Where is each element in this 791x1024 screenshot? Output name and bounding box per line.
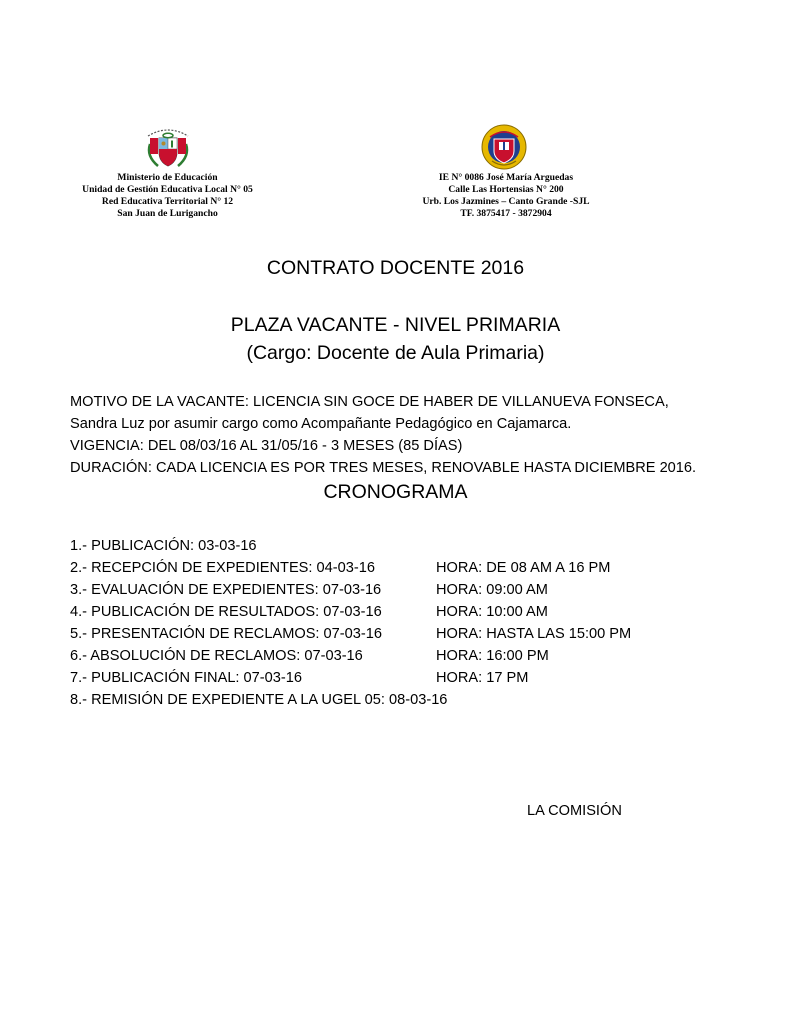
detail-line-motivo: MOTIVO DE LA VACANTE: LICENCIA SIN GOCE DE HABER DE VILLANUEVA FONSECA,	[70, 394, 669, 410]
vacancy-title: PLAZA VACANTE - NIVEL PRIMARIA	[230, 314, 561, 336]
header-right-line-3: Urb. Los Jazmines – Canto Grande -SJL	[422, 196, 590, 207]
header-right-line-1: IE N° 0086 José María Arguedas	[438, 172, 574, 183]
header-left-institution	[60, 172, 275, 220]
header-left-line-3: Red Educativa Territorial N° 12	[101, 196, 234, 207]
header-right-school	[395, 172, 617, 220]
schedule-item: 3.- EVALUACIÓN DE EXPEDIENTES: 07-03-16	[70, 582, 382, 598]
school-crest-icon	[480, 123, 528, 171]
schedule-item: 4.- PUBLICACIÓN DE RESULTADOS: 07-03-16	[70, 604, 382, 620]
schedule-heading: CRONOGRAMA	[323, 481, 468, 503]
schedule-hora: HORA: 09:00 AM	[436, 582, 548, 598]
schedule-item: 7.- PUBLICACIÓN FINAL: 07-03-16	[70, 670, 302, 686]
signature-committee: LA COMISIÓN	[527, 803, 622, 819]
header-left-line-2: Unidad de Gestión Educativa Local N° 05	[82, 184, 253, 195]
schedule-item: 8.- REMISIÓN DE EXPEDIENTE A LA UGEL 05: 08-03-16	[70, 692, 448, 708]
schedule-hora: HORA: 10:00 AM	[436, 604, 548, 620]
detail-line-duracion: DURACIÓN: CADA LICENCIA ES POR TRES MESES, RENOVABLE HASTA DICIEMBRE 2016.	[70, 460, 697, 476]
vacancy-details	[70, 391, 696, 479]
schedule-item: 5.- PRESENTACIÓN DE RECLAMOS: 07-03-16	[70, 626, 382, 642]
schedule-hora: HORA: 17 PM	[436, 670, 529, 686]
schedule-item: 6.- ABSOLUCIÓN DE RECLAMOS: 07-03-16	[70, 648, 363, 664]
header-left-line-4: San Juan de Lurigancho	[117, 208, 218, 219]
schedule-item: 1.- PUBLICACIÓN: 03-03-16	[70, 538, 257, 554]
schedule-item: 2.- RECEPCIÓN DE EXPEDIENTES: 04-03-16	[70, 560, 375, 576]
schedule-hora: HORA: 16:00 PM	[436, 648, 549, 664]
header-right-line-4: TF. 3875417 - 3872904	[460, 208, 552, 219]
detail-line-vigencia: VIGENCIA: DEL 08/03/16 AL 31/05/16 - 3 MESES (85 DÍAS)	[70, 438, 463, 454]
peru-coat-of-arms-icon	[140, 124, 196, 170]
header-left-line-1: Ministerio de Educación	[117, 172, 218, 183]
schedule-hora: HORA: DE 08 AM A 16 PM	[436, 560, 611, 576]
detail-line-motivo-cont: Sandra Luz por asumir cargo como Acompañante Pedagógico en Cajamarca.	[70, 416, 572, 432]
schedule-hora: HORA: HASTA LAS 15:00 PM	[436, 626, 632, 642]
document-title: CONTRATO DOCENTE 2016	[266, 257, 525, 279]
header-right-line-2: Calle Las Hortensias N° 200	[448, 184, 564, 195]
position-subtitle: (Cargo: Docente de Aula Primaria)	[246, 342, 545, 364]
